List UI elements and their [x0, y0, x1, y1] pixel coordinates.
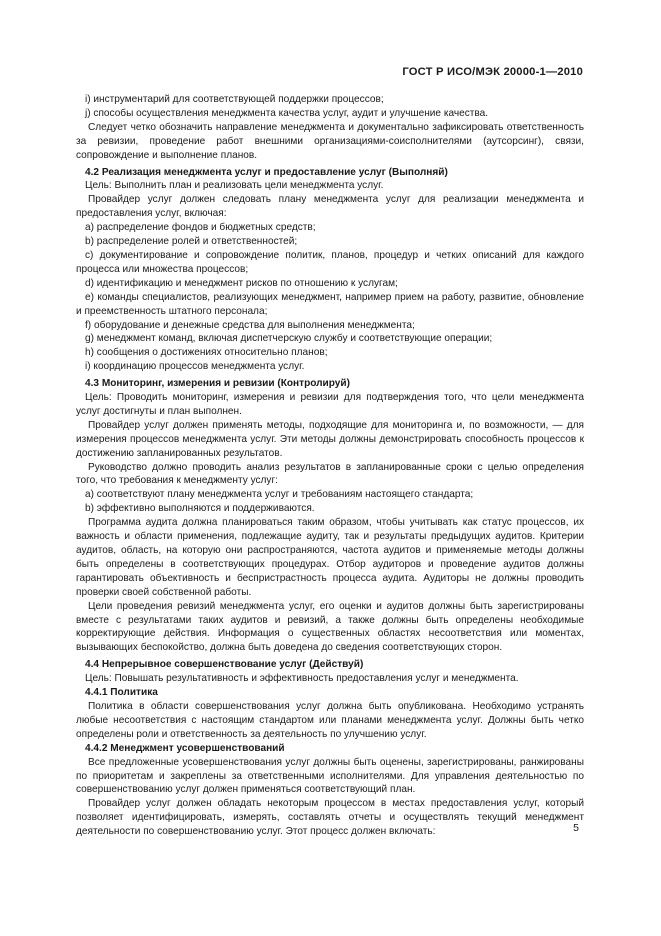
- body-paragraph: Провайдер услуг должен обладать некоторым процессом в местах предоставления услуг, который позволяет идентифицировать, измерять, составлять отчеты и осуществлять текущий менеджмент деятельности по совершенствованию услуг. Этот процесс должен включать:: [76, 798, 584, 838]
- list-item-j: j) способы осуществления менеджмента качества услуг, аудит и улучшение качества.: [85, 107, 489, 119]
- list-item-a: a) соответствуют плану менеджмента услуг и требованиям настоящего стандарта;: [85, 489, 474, 501]
- body-paragraph: Цели проведения ревизий менеджмента услуг, его оценки и аудитов должны быть зарегистрированы вместе с результатами таких аудитов и ревизий, а также должны быть определены необходимые корректирующие действия. Информация о существенных областях несоответствия или моментах, вызывающих беспокойство, должна быть доведена до сведения соответствующих сторон.: [76, 600, 584, 654]
- document-header-title: ГОСТ Р ИСО/МЭК 20000-1—2010: [402, 66, 583, 78]
- body-paragraph: Провайдер услуг должен следовать плану менеджмента услуг для реализации менеджмента и предоставления услуг, включая:: [76, 194, 584, 220]
- list-item-a: a) распределение фондов и бюджетных средств;: [85, 222, 316, 234]
- body-paragraph: Все предложенные усовершенствования услуг должны быть оценены, зарегистрированы, ранжированы по приоритетам и закреплены за ответственными исполнителями. Для управления деятельностью по совершенствованию услуг должен применяться соответствующий план.: [76, 756, 584, 796]
- document-body: [76, 93, 584, 839]
- body-paragraph: Программа аудита должна планироваться таким образом, чтобы учитывать как статус процессов, их важность и области применения, подлежащие аудиту, так и результаты предыдущих аудитов. Критерии аудитов, область, на которую они распространяются, частота аудитов и применяемые методы должны быть определены в соответствующих процедурах. Отбор аудиторов и проведение аудитов должны гарантировать объективность и беспристрастность процесса аудита. Аудиторы не должны проводить проверки своей собственной работы.: [76, 517, 584, 598]
- body-paragraph: Политика в области совершенствования услуг должна быть опубликована. Необходимо устранять любые несоответствия с настоящим стандартом или планами менеджмента услуг. Должны быть четко определены роли и ответственность за деятельность по улучшению услуг.: [76, 700, 584, 740]
- list-item-f: f) оборудование и денежные средства для выполнения менеджмента;: [85, 319, 415, 331]
- subsection-heading-4-4-1: 4.4.1 Политика: [85, 687, 158, 699]
- subsection-heading-4-4-2: 4.4.2 Менеджмент усовершенствований: [85, 742, 285, 754]
- list-item-c: c) документирование и сопровождение политик, планов, процедур и четких описаний для каждого процесса или множества процессов;: [76, 249, 584, 275]
- body-paragraph: Следует четко обозначить направление менеджмента и документально зафиксировать ответственность за ревизии, проведение работ внешними организациями-соисполнителями (аутсорсинг), связи, сопровождение и выполнение планов.: [76, 121, 584, 161]
- list-item-h: h) сообщения о достижениях относительно планов;: [85, 347, 328, 359]
- list-item-i: i) инструментарий для соответствующей поддержки процессов;: [85, 94, 384, 105]
- body-paragraph: Провайдер услуг должен применять методы, подходящие для мониторинга и, по возможности, — для измерения процессов менеджмента услуг. Эти методы должны демонстрировать способность процессов к достижению запланированных результатов.: [76, 419, 584, 459]
- section-goal: Цель: Повышать результативность и эффективность предоставления услуг и менеджмента.: [85, 673, 519, 685]
- list-item-e: e) команды специалистов, реализующих менеджмент, например прием на работу, развитие, обновление и преемственность штатного персонала;: [76, 291, 584, 317]
- list-item-i: i) координацию процессов менеджмента услуг.: [85, 361, 305, 373]
- section-goal: Цель: Проводить мониторинг, измерения и ревизии для подтверждения того, что цели менеджмента услуг достигнуты и план выполнен.: [76, 392, 584, 417]
- list-item-d: d) идентификацию и менеджмент рисков по отношению к услугам;: [85, 277, 398, 289]
- section-heading-4-3: 4.3 Мониторинг, измерения и ревизии (Контролируй): [85, 378, 350, 390]
- list-item-g: g) менеджмент команд, включая диспетчерскую службу и соответствующие операции;: [85, 333, 493, 345]
- list-item-b: b) эффективно выполняются и поддерживаются.: [85, 503, 315, 515]
- page-number: 5: [573, 822, 579, 834]
- section-heading-4-2: 4.2 Реализация менеджмента услуг и предоставление услуг (Выполняй): [85, 166, 448, 178]
- section-goal: Цель: Выполнить план и реализовать цели менеджмента услуг.: [85, 180, 384, 192]
- body-paragraph: Руководство должно проводить анализ результатов в запланированные сроки с целью определения того, что требования к менеджменту услуг:: [76, 461, 584, 487]
- list-item-b: b) распределение ролей и ответственностей;: [85, 236, 298, 248]
- section-heading-4-4: 4.4 Непрерывное совершенствование услуг (Действуй): [85, 659, 364, 671]
